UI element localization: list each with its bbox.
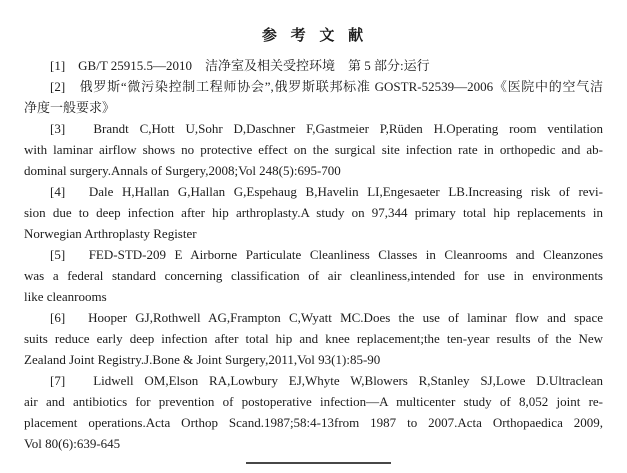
reference-line: Norwegian Arthroplasty Register xyxy=(24,226,197,241)
reference-4 xyxy=(24,181,603,244)
reference-line: like cleanrooms xyxy=(24,289,107,304)
reference-2 xyxy=(24,76,603,118)
reference-line: dominal surgery.Annals of Surgery,2008;Vol 248(5):695-700 xyxy=(24,163,341,178)
reference-line: [4] Dale H,Hallan G,Hallan G,Espehaug B,Havelin LI,Engesaeter LB.Increasing risk of revi- xyxy=(50,184,603,199)
references-title: 参 考 文 献 xyxy=(261,28,366,44)
footer-divider xyxy=(246,462,391,464)
reference-line: [3] Brandt C,Hott U,Sohr D,Daschner F,Gastmeier P,Rüden H.Operating room ventilation xyxy=(50,121,603,136)
reference-line: was a federal standard concerning classification of air cleanliness,intended for use in environments xyxy=(24,268,603,283)
reference-line: suits reduce early deep infection after total hip and knee replacement;the ten-year results of the New xyxy=(24,331,603,346)
reference-line: [7] Lidwell OM,Elson RA,Lowbury EJ,Whyte W,Blowers R,Stanley SJ,Lowe D.Ultraclean xyxy=(50,373,603,388)
reference-line: [1] GB/T 25915.5—2010 洁净室及相关受控环境 第 5 部分:运行 xyxy=(50,58,430,73)
reference-7 xyxy=(24,370,603,454)
reference-3 xyxy=(24,118,603,181)
reference-line: [2] 俄罗斯“微污染控制工程师协会”,俄罗斯联邦标准 GOSTR-52539—2006《医院中的空气洁 xyxy=(50,79,603,94)
reference-1 xyxy=(24,55,603,76)
reference-line: with laminar airflow shows no protective effect on the surgical site infection rate in orthopedic and ab- xyxy=(24,142,603,157)
reference-line: 净度一般要求》 xyxy=(24,100,116,115)
reference-line: Zealand Joint Registry.J.Bone & Joint Surgery,2011,Vol 93(1):85-90 xyxy=(24,352,381,367)
reference-line: sion due to deep infection after hip arthroplasty.A study on 97,344 primary total hip replacements in xyxy=(24,205,603,220)
reference-line: Vol 80(6):639-645 xyxy=(24,436,121,451)
reference-line: air and antibiotics for prevention of postoperative infection—A multicenter study of 8,052 joint re- xyxy=(24,394,603,409)
reference-line: [5] FED-STD-209 E Airborne Particulate Cleanliness Classes in Cleanrooms and Cleanzones xyxy=(50,247,603,262)
reference-line: [6] Hooper GJ,Rothwell AG,Frampton C,Wyatt MC.Does the use of laminar flow and space xyxy=(50,310,603,325)
reference-5 xyxy=(24,244,603,307)
reference-6 xyxy=(24,307,603,370)
reference-line: placement operations.Acta Orthop Scand.1987;58:4-13from 1987 to 2007.Acta Orthopaedica 2009, xyxy=(24,415,603,430)
